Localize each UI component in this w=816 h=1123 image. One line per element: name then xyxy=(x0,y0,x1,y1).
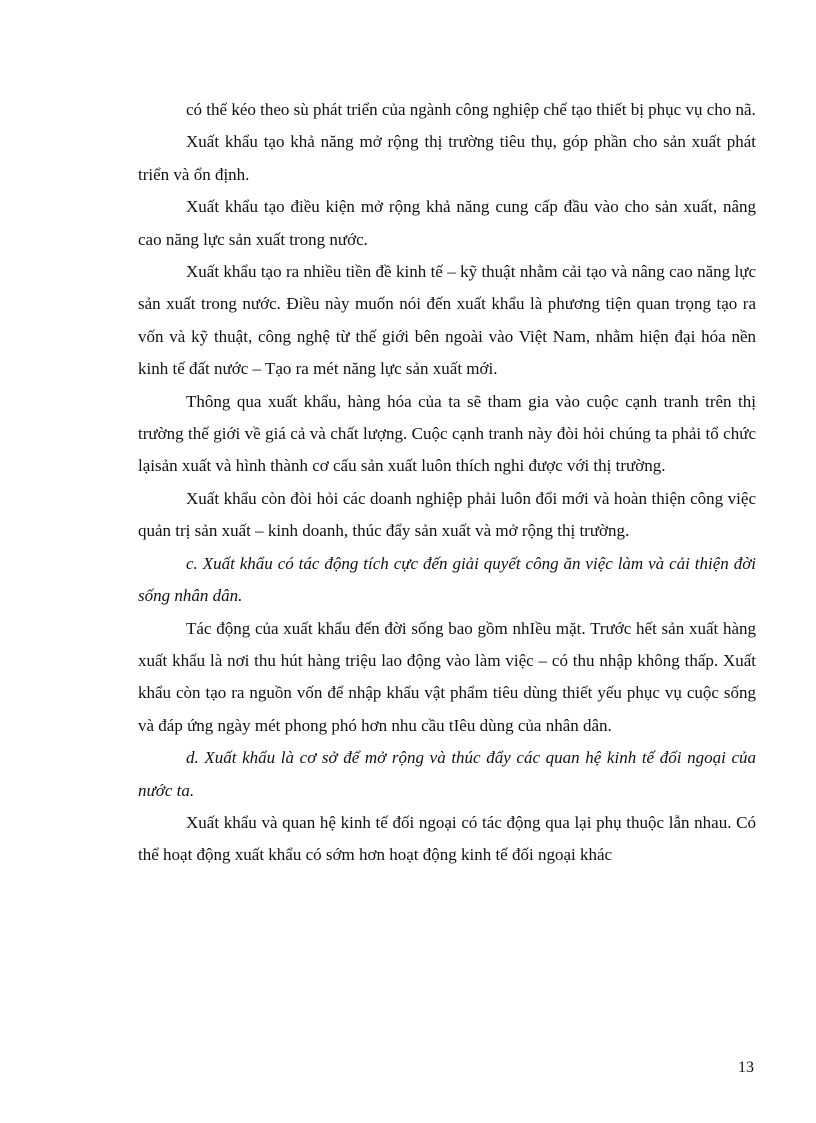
page-number: 13 xyxy=(738,1059,754,1076)
paragraph-input-supply: Xuất khẩu tạo điều kiện mở rộng khả năng cung cấp đầu vào cho sản xuất, nâng cao năng lực sản xuất trong nước. xyxy=(138,197,756,249)
paragraph-innovation: Xuất khẩu còn đòi hỏi các doanh nghiệp phải luôn đổi mới và hoàn thiện công việc quản trị sản xuất – kinh doanh, thúc đẩy sản xuất và mở rộng thị trường. xyxy=(138,488,756,541)
section-heading-c: c. Xuất khẩu có tác động tích cực đến giải quyết công ăn việc làm và cải thiện đời sống nhân dân. xyxy=(138,553,756,606)
section-heading-d: d. Xuất khẩu là cơ sở để mở rộng và thúc đẩy các quan hệ kinh tế đối ngoại của nước ta. xyxy=(138,748,756,800)
page-body xyxy=(138,94,756,872)
paragraph-living-standards: Tác động của xuất khẩu đến đời sống bao gồm nhIều mặt. Trước hết sản xuất hàng xuất khẩu là nơi thu hút hàng triệu lao động vào làm việc – có thu nhập không thấp. Xuất khẩu còn tạo ra nguồn vốn để nhập khẩu vật phẩm tiêu dùng thiết yếu phục vụ cuộc sống và đáp ứng ngày mét phong phó hơn nhu cầu tIêu dùng của nhân dân. xyxy=(138,618,756,735)
paragraph-continuation: có thể kéo theo sù phát triển của ngành công nghiệp chế tạo thiết bị phục vụ cho nã. xyxy=(186,100,756,119)
paragraph-economic-premises: Xuất khẩu tạo ra nhiều tiền đề kinh tế – kỹ thuật nhằm cải tạo và nâng cao năng lực sản xuất trong nước. Điều này muốn nói đến xuất khẩu là phương tiện quan trọng tạo ra vốn và kỹ thuật, công nghệ từ thế giới bên ngoài vào Việt Nam, nhằm hiện đại hóa nền kinh tế đất nước – Tạo ra mét năng lực sản xuất mới. xyxy=(138,262,756,379)
paragraph-market-expansion: Xuất khẩu tạo khả năng mở rộng thị trường tiêu thụ, góp phần cho sản xuất phát triển và ổn định. xyxy=(138,132,756,184)
paragraph-foreign-relations: Xuất khẩu và quan hệ kinh tế đối ngoại có tác động qua lại phụ thuộc lẫn nhau. Có thể hoạt động xuất khẩu có sớm hơn hoạt động kinh tế đối ngoại khác xyxy=(138,812,756,865)
paragraph-competition: Thông qua xuất khẩu, hàng hóa của ta sẽ tham gia vào cuộc cạnh tranh trên thị trường thế giới về giá cả và chất lượng. Cuộc cạnh tranh này đòi hỏi chúng ta phải tổ chức lạisản xuất và hình thành cơ cấu sản xuất luôn thích nghi được với thị trường. xyxy=(138,391,756,476)
